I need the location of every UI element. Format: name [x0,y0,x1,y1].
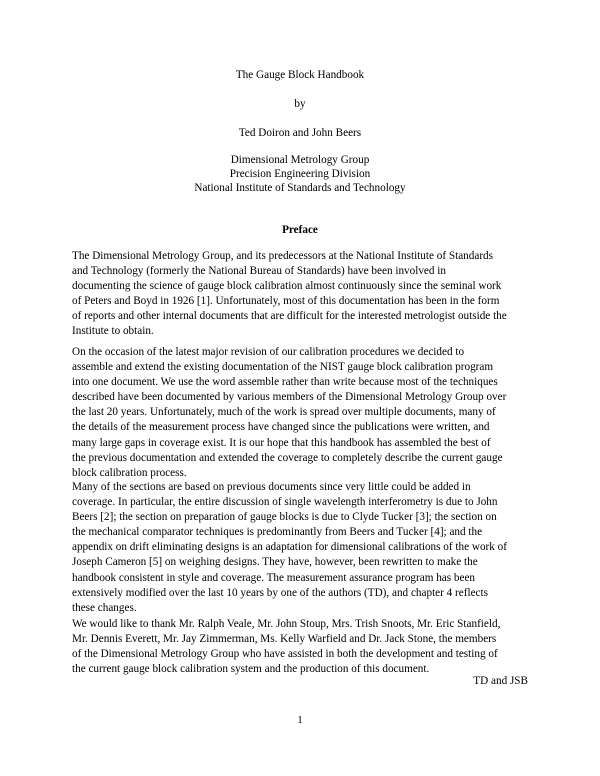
authors: Ted Doiron and John Beers [238,127,362,139]
page-number: 1 [297,714,303,726]
paragraph-1: The Dimensional Metrology Group, and its predecessors at the National Institute of Standards and Technology (formerly the National Bureau of Standards) have been involved in documenting the science of gauge block calibration almost continuously since the seminal work of Peters and Boyd in 1926 [1]. Unfortunately, most of this documentation has been in the form of reports and other internal documents that are difficult for the interested metrologist outside the Institute to obtain. [72,250,507,338]
affiliation-division: Precision Engineering Division [229,168,371,180]
paragraph-2: On the occasion of the latest major revision of our calibration procedures we decided to assemble and extend the existing documentation of the NIST gauge block calibration program into one document. We use the word assemble rather than write because most of the techniques described have been documented by various members of the Dimensional Metrology Group over the last 20 years. Unfortunately, much of the work is spread over multiple documents, many of the details of the measurement process have changed since the publications were written, and many large gaps in coverage exist. It is our hope that this handbook has assembled the best of the previous documentation and extended the coverage to completely describe the current gauge block calibration process. [72,346,507,479]
affiliation-group: Dimensional Metrology Group [230,154,370,166]
affiliation-institute: National Institute of Standards and Technology [194,182,406,194]
section-heading: Preface [282,224,318,236]
document-title: The Gauge Block Handbook [235,69,365,81]
signature: TD and JSB [473,675,528,687]
paragraph-3: Many of the sections are based on previous documents since very little could be added in coverage. In particular, the entire discussion of single wavelength interferometry is due to John Beers [2]; the section on preparation of gauge blocks is due to Clyde Tucker [3]; the section on the mechanical comparator techniques is predominantly from Beers and Tucker [4]; and the appendix on drift eliminating designs is an adaptation for dimensional calibrations of the work of Joseph Cameron [5] on weighing designs. They have, however, been rewritten to make the handbook consistent in style and coverage. The measurement assurance program has been extensively modified over the last 10 years by one of the authors (TD), and chapter 4 reflects these changes. [72,481,507,614]
paragraph-4: We would like to thank Mr. Ralph Veale, Mr. John Stoup, Mrs. Trish Snoots, Mr. Eric Stanfield, Mr. Dennis Everett, Mr. Jay Zimmerman, Ms. Kelly Warfield and Dr. Jack Stone, the members of the Dimensional Metrology Group who have assisted in both the development and testing of the current gauge block calibration system and the production of this document. [72,618,501,676]
by-line: by [294,98,306,110]
